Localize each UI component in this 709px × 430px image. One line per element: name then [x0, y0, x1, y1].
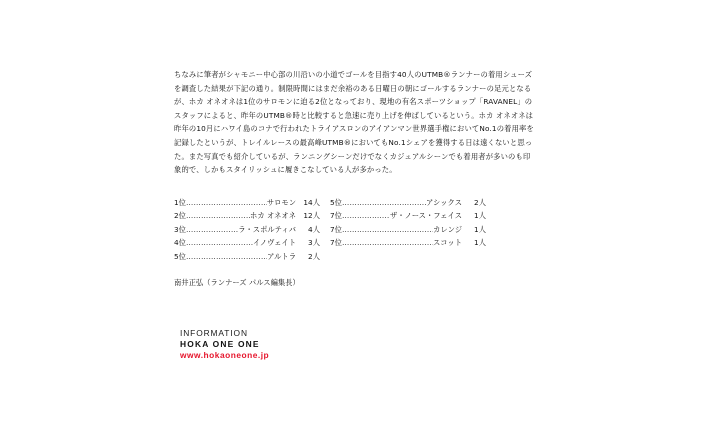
- brand-name: カレンジ: [433, 224, 462, 234]
- leader-dots: [186, 209, 250, 222]
- brand-name: ラ・スポルティバ: [238, 224, 296, 234]
- ranking-row: [330, 196, 486, 209]
- information-block: [180, 328, 269, 361]
- runner-count: 1人: [474, 224, 486, 234]
- rank-label: 7位: [330, 238, 342, 248]
- rank-label: 2位: [174, 211, 186, 221]
- ranking-row: [330, 223, 486, 236]
- rank-label: 4位: [174, 238, 186, 248]
- ranking-row: [330, 236, 486, 249]
- leader-dots: [342, 236, 433, 249]
- ranking-row: [174, 209, 320, 222]
- ranking-row: [174, 223, 320, 236]
- brand-name: イノヴェイト: [252, 238, 296, 248]
- brand-name: アシックス: [426, 198, 462, 207]
- brand-title: HOKA ONE ONE: [180, 339, 260, 349]
- leader-dots: [342, 209, 390, 222]
- rank-label: 1位: [174, 198, 186, 207]
- rank-label: 7位: [330, 224, 342, 234]
- brand-name: サロモン: [266, 198, 296, 207]
- ranking-column-right: [330, 196, 486, 250]
- leader-dots: [186, 250, 267, 263]
- leader-dots: [342, 223, 433, 236]
- leader-dots: [186, 236, 253, 249]
- runner-count: 3人: [308, 238, 320, 248]
- rank-label: 7位: [330, 211, 342, 221]
- ranking-row: [174, 250, 320, 263]
- ranking-row: [174, 196, 320, 209]
- runner-count: 2人: [474, 198, 486, 207]
- leader-dots: [342, 196, 426, 209]
- brand-name: ザ・ノース・フェイス: [390, 211, 462, 221]
- rank-label: 5位: [174, 251, 186, 261]
- runner-count: 1人: [474, 238, 486, 248]
- rank-label: 5位: [330, 198, 342, 207]
- article-body: [174, 68, 534, 177]
- author-credit: 南井正弘（ランナーズ パルス編集長）: [174, 278, 300, 287]
- rank-label: 3位: [174, 224, 186, 234]
- leader-dots: [186, 223, 238, 236]
- runner-count: 2人: [308, 251, 320, 261]
- information-label: INFORMATION: [180, 328, 248, 338]
- website-link[interactable]: www.hokaoneone.jp: [180, 350, 270, 360]
- brand-name: スコット: [432, 238, 462, 248]
- ranking-row: [174, 236, 320, 249]
- runner-count: 12人: [303, 211, 320, 221]
- brand-name: ホカ オネオネ: [250, 211, 296, 221]
- brand-name: アルトラ: [267, 251, 296, 261]
- article-text: ちなみに筆者がシャモニー中心部の川沿いの小道でゴールを目指す40人のUTMB®ランナーの着用シューズを調査した結果が下記の通り。制限時間にはまだ余裕のある日曜日の朝にゴールするランナーの足元となるが、ホカ オネオネは1位のサロモンに迫る2位となっており、現地の有名スポーツショップ「RAVANEL」のスタッフによると、昨年のUTMB®時と比較すると急速に売り上げを伸ばしているという。ホカ オネオネは昨年の10月にハワイ島のコナで行われたトライアスロンのアイアンマン世界選手権においてNo.1の着用率を記録したというが、トレイルレースの最高峰UTMB®においてもNo.1シェアを獲得する日は遠くないと思った。また写真でも紹介しているが、ランニングシーンだけでなくカジュアルシーンでも着用者が多いのも印象的で、しかもスタイリッシュに履きこなしている人が多かった。: [174, 70, 534, 175]
- leader-dots: [186, 196, 267, 209]
- ranking-row: [330, 209, 486, 222]
- runner-count: 4人: [308, 224, 320, 234]
- runner-count: 1人: [474, 211, 486, 221]
- runner-count: 14人: [303, 198, 320, 207]
- ranking-column-left: [174, 196, 320, 263]
